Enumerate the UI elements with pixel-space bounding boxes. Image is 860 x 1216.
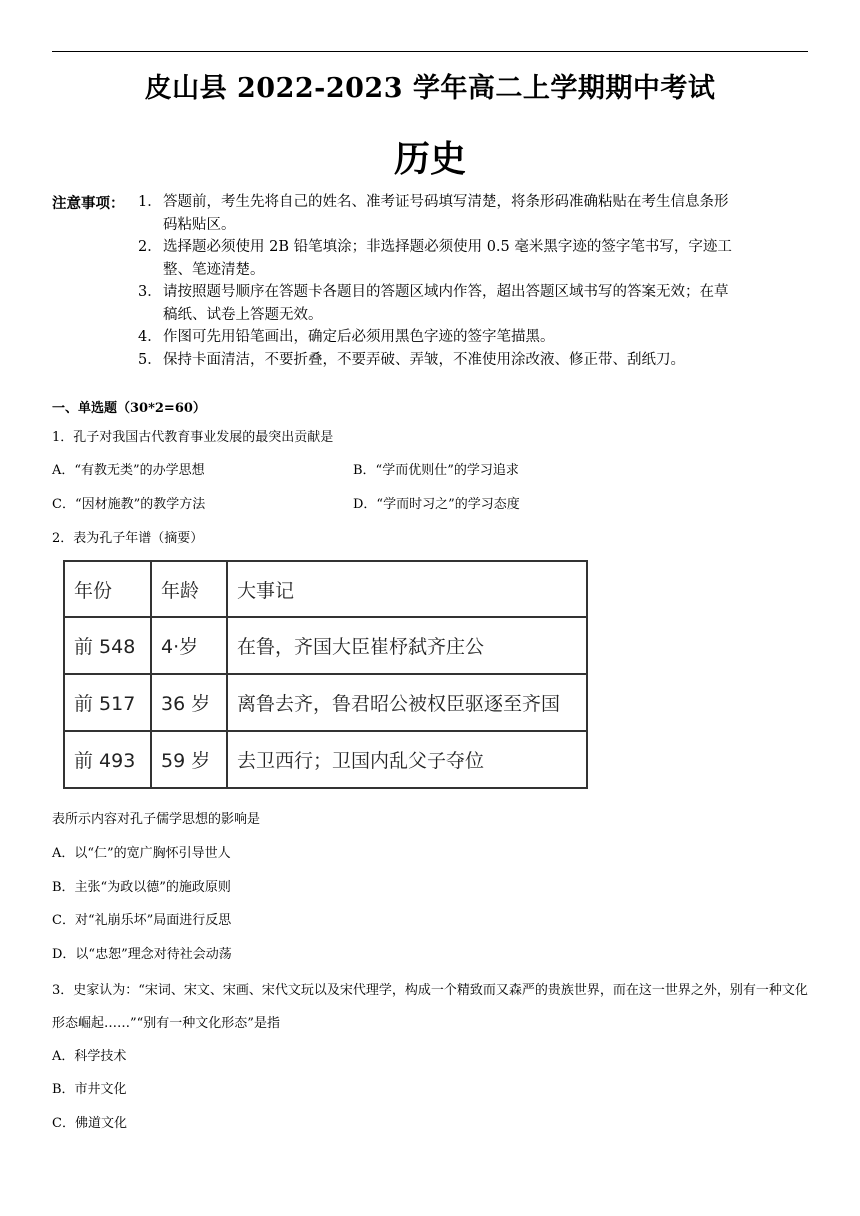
- chronology-table-image: [58, 556, 620, 798]
- table-cell-year: 前 493: [64, 731, 151, 788]
- notice-text: 作图可先用铅笔画出，确定后必须用黑色字迹的签字笔描黑。: [163, 329, 555, 345]
- q3-option-a: A．科学技术: [52, 1049, 127, 1064]
- q1-option-d: D．“学而时习之”的学习态度: [353, 497, 520, 512]
- q2-option-b: B．主张“为政以德”的施政原则: [52, 880, 231, 895]
- notice-text: 选择题必须使用 2B 铅笔填涂；非选择题必须使用 0.5 毫米黑字迹的签字笔书写，字迹工整、笔迹清楚。: [163, 239, 732, 278]
- notice-label: 注意事项：: [52, 195, 125, 212]
- notice-item: [138, 191, 738, 236]
- table-cell-event: 在鲁，齐国大臣崔杼弑齐庄公: [227, 617, 587, 674]
- notice-number: 3．: [138, 284, 162, 300]
- table-cell-year: 前 517: [64, 674, 151, 731]
- notice-item: [138, 236, 738, 281]
- notice-text: 保持卡面清洁，不要折叠，不要弄破、弄皱，不准使用涂改液、修正带、刮纸刀。: [163, 351, 685, 368]
- q1-option-a: A．“有教无类”的办学思想: [52, 463, 205, 478]
- notice-text: 请按照题号顺序在答题卡各题目的答题区域内作答，超出答题区域书写的答案无效；在草稿纸、试卷上答题无效。: [163, 284, 729, 323]
- q3-stem: 3．史家认为：“宋词、宋文、宋画、宋代文玩以及宋代理学，构成一个精致而又森严的贵族世界，而在这一世界之外，别有一种文化形态崛起……”“别有一种文化形态”是指: [52, 983, 808, 1031]
- table-row: [64, 617, 587, 674]
- q2-option-d: D．以“忠恕”理念对待社会动荡: [52, 947, 232, 962]
- q1-option-c: C．“因材施教”的教学方法: [52, 497, 206, 512]
- q1-option-b: B．“学而优则仕”的学习追求: [353, 463, 519, 478]
- header-rule: [52, 51, 808, 52]
- table-header-events: 大事记: [227, 561, 587, 617]
- q3-option-c: C．佛道文化: [52, 1116, 127, 1131]
- notice-number: 1．: [138, 194, 162, 210]
- notice-number: 2．: [138, 239, 162, 255]
- chronology-table: [63, 560, 588, 789]
- table-row: [64, 674, 587, 731]
- notice-item: [138, 281, 738, 326]
- table-cell-age: 4·岁: [151, 617, 227, 674]
- table-cell-event: 离鲁去齐，鲁君昭公被权臣驱逐至齐国: [227, 674, 587, 731]
- subject-title: 历史: [393, 139, 466, 180]
- table-cell-age: 59 岁: [151, 731, 227, 788]
- table-header-year: 年份: [64, 561, 151, 617]
- exam-title: 皮山县 2022-2023 学年高二上学期期中考试: [144, 73, 716, 104]
- q2-stem: 2．表为孔子年谱（摘要）: [52, 531, 204, 546]
- notice-number: 4．: [138, 329, 162, 345]
- table-cell-age: 36 岁: [151, 674, 227, 731]
- notice-item: [138, 326, 738, 349]
- q1-stem: 1．孔子对我国古代教育事业发展的最突出贡献是: [52, 430, 334, 445]
- table-cell-year: 前 548: [64, 617, 151, 674]
- q3-option-b: B．市井文化: [52, 1082, 127, 1097]
- table-cell-event: 去卫西行；卫国内乱父子夺位: [227, 731, 587, 788]
- q2-option-c: C．对“礼崩乐坏”局面进行反思: [52, 913, 232, 928]
- notice-item: [138, 349, 738, 372]
- table-header-row: [64, 561, 587, 617]
- notice-text: 答题前，考生先将自己的姓名、准考证号码填写清楚，将条形码准确粘贴在考生信息条形码粘贴区。: [163, 194, 729, 233]
- q2-option-a: A．以“仁”的宽广胸怀引导世人: [52, 846, 231, 861]
- table-row: [64, 731, 587, 788]
- table-header-age: 年龄: [151, 561, 227, 617]
- section-title: 一、单选题（30*2=60）: [52, 401, 206, 416]
- q2-question: 表所示内容对孔子儒学思想的影响是: [52, 812, 261, 827]
- notice-list: [138, 191, 738, 371]
- notice-number: 5．: [138, 351, 162, 368]
